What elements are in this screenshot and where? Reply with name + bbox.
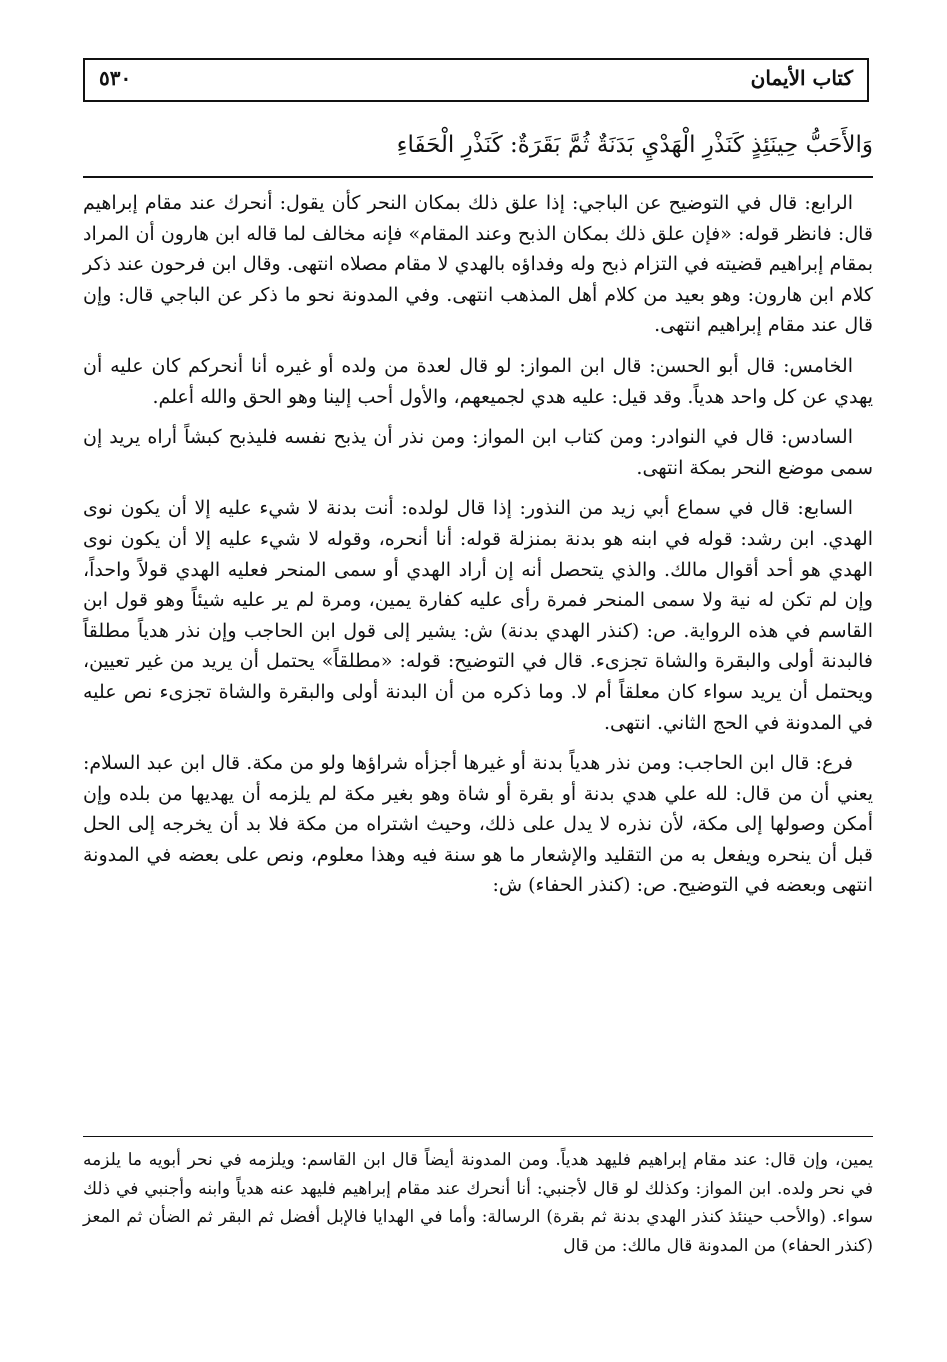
footnote-text: يمين، وإن قال: عند مقام إبراهيم فليهد هدياً. ومن المدونة أيضاً قال ابن القاسم: ويلزمه في نحر أبويه ما يلزمه في نحر ولده. ابن المواز: وكذلك لو قال لأجنبي: أنا أنحرك عند مقام إبراهيم فليهد عنه هدياً وابنه وأجنبي في ذلك سواء. (والأحب حينئذ كنذر الهدي بدنة ثم بقرة) الرسالة: وأما في الهدايا فالإبل أفضل ثم البقر ثم الضأن ثم المعز (كنذر الحفاء) من المدونة قال مالك: من قال <box>83 1150 873 1256</box>
book-page <box>83 58 873 1338</box>
page-number: ٥٣٠ <box>99 66 132 90</box>
book-title: كتاب الأيمان <box>750 66 853 90</box>
paragraph-fourth: الرابع: قال في التوضيح عن الباجي: إذا علق ذلك بمكان النحر كأن يقول: أنحرك عند مقام إبراهيم قال: فانظر قوله: «فإن علق ذلك بمكان الذبح وعند المقام» فإنه مخالف لما قاله ابن هارون أن المراد بمقام إبراهيم قضيته في التزام ذبح وله وفداؤه بالهدي لا مقام مصلاه انتهى. وقال ابن فرحون عند ذكر كلام ابن هارون: وهو بعيد من كلام أهل المذهب انتهى. وفي المدونة نحو ما ذكر عن الباجي قال: وإن قال عند مقام إبراهيم انتهى. <box>83 192 873 337</box>
page-header <box>83 58 869 102</box>
matn-text: وَالأَحَبُّ حِينَئِذٍ كَنَذْرِ الْهَدْيِ بَدَنَةٌ ثُمَّ بَقَرَةٌ: كَنَذْرِ الْحَفَاءِ <box>396 132 873 158</box>
footnote-divider <box>83 1136 873 1137</box>
paragraph-branch: فرع: قال ابن الحاجب: ومن نذر هدياً بدنة أو غيرها أجزأه شراؤها ولو من مكة. قال ابن عبد السلام: يعني أن من قال: لله علي هدي بدنة أو بقرة أو شاة وهو بغير مكة لم يلزمه أن يهديها من بلده وإن أمكن وصولها إلى مكة، لأن نذره لا يدل على ذلك، وحيث اشتراه من مكة فلا بد أن يخرجه إلى الحل قبل أن ينحره ويفعل به من التقليد والإشعار ما هو سنة فيه وهذا معلوم، ونص على بعضه في المدونة انتهى وبعضه في التوضيح. ص: (كنذر الحفاء) ش: <box>83 752 873 897</box>
top-divider <box>83 176 873 178</box>
paragraph-sixth: السادس: قال في النوادر: ومن كتاب ابن المواز: ومن نذر أن يذبح نفسه فليذبح كبشاً أراه يريد إن سمى موضع النحر بمكة انتهى. <box>83 426 873 479</box>
paragraph-seventh: السابع: قال في سماع أبي زيد من النذور: إذا قال لولده: أنت بدنة لا شيء عليه إلا أن يكون نوى الهدي. ابن رشد: قوله في ابنه هو بدنة بمنزلة قوله: أنا أنحره، وقوله لا شيء عليه إلا أن يكون نوى الهدي هو أحد أقوال مالك. والذي يتحصل أنه إن أراد الهدي أو سمى المنحر فعليه الهدي قولاً واحداً، وإن لم تكن له نية ولا سمى المنحر فمرة رأى عليه كفارة يمين، ومرة لم ير عليه شيئاً وهو قول ابن القاسم في هذه الرواية. ص: (كنذر الهدي بدنة) ش: يشير إلى قول ابن الحاجب وإن نذر هدياً مطلقاً فالبدنة أولى والبقرة والشاة تجزىء. قال في التوضيح: قوله: «مطلقاً» يحتمل أن يريد من غير تعيين، ويحتمل أن يريد سواء كان معلقاً أم لا. وما ذكره من أن البدنة أولى والبقرة والشاة تجزىء نص عليه في المدونة في الحج الثاني. انتهى. <box>83 497 873 734</box>
commentary-body <box>83 188 873 911</box>
paragraph-fifth: الخامس: قال أبو الحسن: قال ابن المواز: لو قال لعدة من ولده أو غيره أنا أنحركم كان عليه أن يهدي عن كل واحد هدياً. وقد قيل: عليه هدي لجميعهم، والأول أحب إلينا وهو الحق والله أعلم. <box>83 354 873 408</box>
